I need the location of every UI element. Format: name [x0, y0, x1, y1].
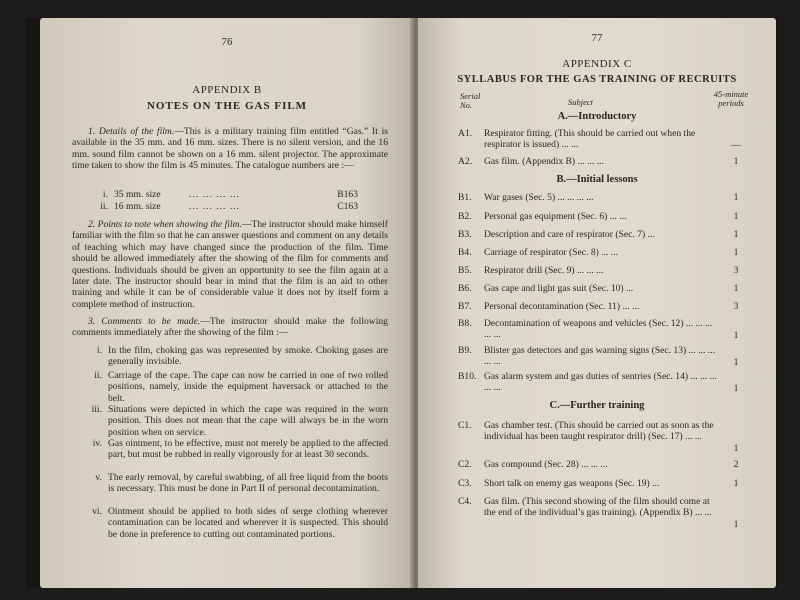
period-count: 1 [733, 211, 739, 222]
subject-text: Carriage of respirator (Sec. 8) ... ... [484, 247, 618, 258]
right-page [418, 18, 776, 588]
period-count: 1 [733, 192, 739, 203]
serial-number: C2. [458, 459, 472, 470]
comment-1 [80, 345, 388, 369]
column-subject-header: Subject [568, 97, 594, 107]
period-count: 1 [733, 247, 739, 258]
subject-text: War gases (Sec. 5) ... ... ... ... [484, 192, 594, 203]
comment-2 [80, 370, 388, 406]
serial-number: C1. [458, 420, 472, 431]
subject-text: Decontamination of weapons and vehicles (Sec. 12) ... ... ... ... ... [484, 318, 713, 341]
period-count: 1 [733, 519, 739, 530]
paragraph-3-heading: 3. Comments to be made. [88, 316, 201, 327]
comment-num: vi. [92, 506, 102, 517]
paragraph-1-heading: 1. Details of the film. [88, 126, 175, 137]
catalogue-size-text: 35 mm. size [114, 189, 161, 200]
right-title: SYLLABUS FOR THE GAS TRAINING OF RECRUITS [457, 74, 737, 85]
period-count: 1 [733, 330, 739, 341]
comment-num: i. [96, 345, 102, 356]
serial-number: A2. [458, 156, 473, 167]
comment-num: ii. [94, 370, 102, 381]
period-count: 1 [733, 156, 739, 167]
paragraph-3-text: —The instructor should make the following comments immediately after the showing of the film :— [72, 316, 388, 339]
paragraph-2-text: —The instructor should make himself familiar with the film so that he can answer questions and comment on any details of teaching which may have changed since the production of the film. Time should be allowed immediately after the showing of the film for comments and questions. Individuals should be given an opportunity to see the film again at a later date. The instructor should bear in mind that the film is an aid to other training and while it can be of considerable value it does not by itself form a complete method of instruction. [72, 219, 388, 310]
syllabus-row-b8 [458, 318, 746, 342]
catalogue-dots: ... ... ... ... [189, 189, 241, 200]
period-count: 3 [733, 301, 739, 312]
period-count: 1 [733, 283, 739, 294]
comment-4 [80, 438, 388, 474]
serial-number: B7. [458, 301, 472, 312]
subject-text: Gas film. (This second showing of the film should come at the end of the individual’s gas training). (Appendix B) ... ... [484, 496, 712, 519]
catalogue-number: C163 [337, 201, 358, 212]
left-title: NOTES ON THE GAS FILM [146, 100, 308, 112]
subject-text: Respirator drill (Sec. 9) ... ... ... [484, 265, 604, 276]
comment-5 [80, 472, 388, 508]
serial-number: B8. [458, 318, 472, 329]
comment-num: v. [95, 472, 102, 483]
comment-3 [80, 404, 388, 440]
left-page [40, 18, 414, 588]
comment-num: iv. [92, 438, 102, 449]
column-periods-header: 45-minute periods [713, 89, 749, 108]
serial-number: C3. [458, 478, 472, 489]
serial-number: B3. [458, 229, 472, 240]
paragraph-2 [72, 219, 388, 310]
subject-text: Personal gas equipment (Sec. 6) ... ... [484, 211, 627, 222]
subject-text: Gas cape and light gas suit (Sec. 10) ... [484, 283, 634, 294]
subject-text: Blister gas detectors and gas warning signs (Sec. 13) ... ... ... ... ... [484, 345, 716, 368]
comment-text: In the film, choking gas was represented by smoke. Choking gases are generally invisible. [108, 345, 388, 368]
period-count: 3 [733, 265, 739, 276]
subject-text: Personal decontamination (Sec. 11) ... ... [484, 301, 640, 312]
catalogue-num: i. [102, 189, 108, 200]
period-count: 1 [733, 478, 739, 489]
section-c-heading: C.—Further training [549, 400, 645, 411]
open-book [26, 18, 778, 588]
comment-6 [80, 506, 388, 554]
period-count: 1 [733, 443, 739, 454]
subject-text: Gas chamber test. (This should be carried out as soon as the individual has been taught respirator drill) (Sec. 17) ... ... [484, 420, 714, 443]
catalogue-size [114, 189, 358, 200]
comment-text: Situations were depicted in which the cape was required in the worn position. This does not mean that the cape will always be in the worn position when on service. [108, 404, 388, 438]
catalogue-num: ii. [100, 201, 108, 212]
comment-text: Ointment should be applied to both sides of serge clothing wherever contamination can be located and wherever it is suspected. This should be done in preference to cutting out contaminated portions. [108, 506, 388, 540]
paragraph-2-heading: 2. Points to note when showing the film. [88, 219, 242, 230]
period-count: 1 [733, 357, 739, 368]
syllabus-row-b10 [458, 371, 746, 395]
subject-text: Respirator fitting. (This should be carried out when the respirator is issued) ... ... [484, 128, 696, 151]
serial-number: B2. [458, 211, 472, 222]
period-count: 1 [733, 229, 739, 240]
right-appendix-label: APPENDIX C [562, 58, 632, 70]
subject-text: Description and care of respirator (Sec. 7) ... [484, 229, 655, 240]
subject-text: Gas compound (Sec. 28) ... ... ... [484, 459, 608, 470]
comment-text: Gas ointment, to be effective, must not merely be applied to the affected part, but must be rubbed in really vigorously for at least 30 seconds. [108, 438, 388, 461]
right-page-number: 77 [591, 32, 603, 44]
subject-text: Gas film. (Appendix B) ... ... ... [484, 156, 604, 167]
catalogue-size-text: 16 mm. size [114, 201, 161, 212]
serial-number: B4. [458, 247, 472, 258]
section-b-heading: B.—Initial lessons [556, 174, 638, 185]
syllabus-row-c1 [458, 420, 746, 456]
syllabus-row-a1 [458, 128, 746, 152]
subject-text: Short talk on enemy gas weapons (Sec. 19) ... [484, 478, 660, 489]
catalogue-dots: ... ... ... ... [189, 201, 241, 212]
column-serial-header: Serial No. [460, 91, 481, 110]
syllabus-row-c4 [458, 496, 746, 532]
syllabus-row-b9 [458, 345, 746, 369]
paragraph-1 [72, 126, 388, 172]
comment-text: Carriage of the cape. The cape can now be carried in one of two rolled positions, namely, inside the equipment haversack or attached to the belt. [108, 370, 388, 404]
serial-number: B1. [458, 192, 472, 203]
catalogue-size [114, 201, 358, 212]
serial-number: A1. [458, 128, 473, 139]
serial-number: B10. [458, 371, 477, 382]
serial-number: C4. [458, 496, 472, 507]
serial-number: B5. [458, 265, 472, 276]
comment-num: iii. [91, 404, 102, 415]
period-count: 2 [733, 459, 739, 470]
catalogue-number: B163 [337, 189, 358, 200]
left-appendix-label: APPENDIX B [192, 84, 262, 96]
left-page-number: 76 [221, 36, 233, 48]
serial-number: B9. [458, 345, 472, 356]
period-count: — [731, 140, 741, 151]
paragraph-3 [72, 316, 388, 339]
comment-text: The early removal, by careful swabbing, of all free liquid from the boots is necessary. This must be done in Part II of personal decontamination. [108, 472, 388, 495]
period-count: 1 [733, 383, 739, 394]
paragraph-1-text: —This is a military training film entitled “Gas.” It is available in the 35 mm. and 16 mm. sizes. There is no silent version, and the 16 mm. sound film cannot be shown on a 16 mm. silent projector. The approximate time taken to show the film is 45 minutes. The catalogue numbers are :— [72, 126, 388, 172]
serial-number: B6. [458, 283, 472, 294]
subject-text: Gas alarm system and gas duties of sentries (Sec. 14) ... ... ... ... ... [484, 371, 717, 394]
section-a-heading: A.—Introductory [557, 111, 637, 122]
